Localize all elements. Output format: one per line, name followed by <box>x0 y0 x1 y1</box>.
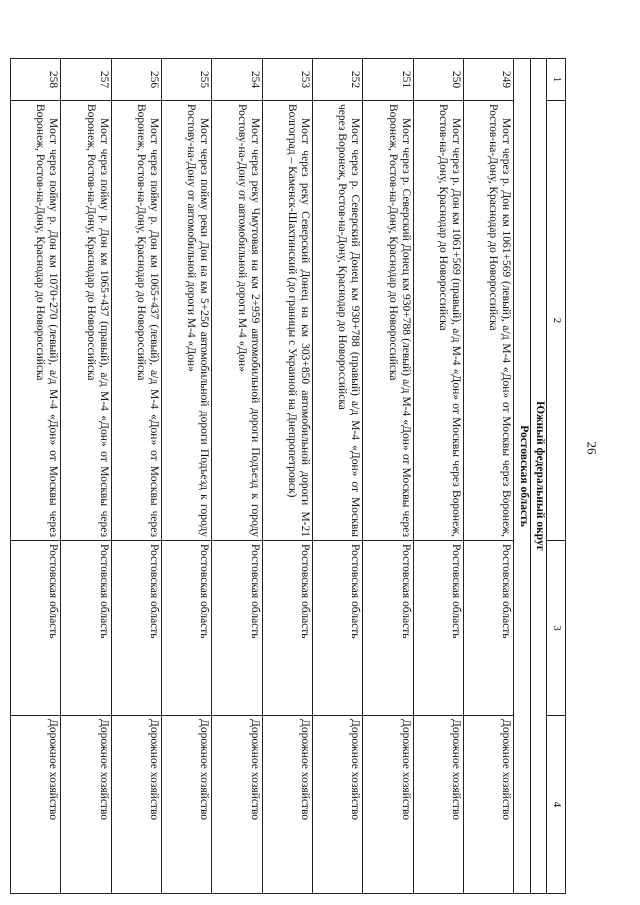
row-owner: Дорожное хозяйство <box>212 716 262 894</box>
table-row <box>464 59 514 894</box>
region-title: Ростовская область <box>514 59 530 894</box>
row-region: Ростовская область <box>212 541 262 716</box>
row-region: Ростовская область <box>11 541 61 716</box>
column-number: 4 <box>547 716 566 894</box>
table-row <box>313 59 363 894</box>
row-description: Мост через пойму р. Дон км 1065+437 (левый), а/д М-4 «Дон» от Москвы через Воронеж, Ростов-на-Дону, Краснодар до Новороссийска <box>111 101 161 541</box>
row-owner: Дорожное хозяйство <box>363 716 413 894</box>
section-row <box>530 59 546 894</box>
row-region: Ростовская область <box>262 541 312 716</box>
table-row <box>262 59 312 894</box>
row-number: 255 <box>162 59 212 101</box>
section-title: Южный федеральный округ <box>530 59 546 894</box>
table-row <box>413 59 463 894</box>
row-region: Ростовская область <box>464 541 514 716</box>
row-description: Мост через пойму реки Дон на км 5+250 автомобильной дороги Подъезд к городу Ростову-на-Дону от автомобильной дороги М-4 «Дон» <box>162 101 212 541</box>
row-description: Мост через пойму р. Дон км 1070+270 (левый), а/д М-4 «Дон» от Москвы через Воронеж, Ростов-на-Дону, Краснодар до Новороссийска <box>11 101 61 541</box>
row-number: 250 <box>413 59 463 101</box>
bridges-table <box>10 58 566 894</box>
row-number: 252 <box>313 59 363 101</box>
row-number: 249 <box>464 59 514 101</box>
row-number: 257 <box>61 59 111 101</box>
page-number: 26 <box>584 441 600 455</box>
row-description: Мост через реку Северский Донец на км 303+850 автомобильной дороги М-21 Волгоград – Каменск-Шахтинский (до границы с Украиной на Днепропетровск) <box>262 101 312 541</box>
row-description: Мост через реку Чмутовая на км 2+959 автомобильной дороги Подъезд к городу Ростову-на-Дону от автомобильной дороги М-4 «Дон» <box>212 101 262 541</box>
table-row <box>11 59 61 894</box>
row-owner: Дорожное хозяйство <box>111 716 161 894</box>
row-description: Мост через р. Северский Донец км 930+788 (левый) а/д М-4 «Дон» от Москвы через Воронеж, Ростов-на-Дону, Краснодар до Новороссийска <box>363 101 413 541</box>
row-owner: Дорожное хозяйство <box>162 716 212 894</box>
row-description: Мост через пойму р. Дон км 1065+437 (правый), а/д М-4 «Дон» от Москвы через Воронеж, Ростов-на-Дону, Краснодар до Новороссийска <box>61 101 111 541</box>
table-row <box>162 59 212 894</box>
row-region: Ростовская область <box>61 541 111 716</box>
column-number: 3 <box>547 541 566 716</box>
region-row <box>514 59 530 894</box>
row-owner: Дорожное хозяйство <box>464 716 514 894</box>
row-owner: Дорожное хозяйство <box>313 716 363 894</box>
row-description: Мост через р. Дон км 1061+569 (левый), а/д М-4 «Дон» от Москвы через Воронеж, Ростов-на-Дону, Краснодар до Новороссийска <box>464 101 514 541</box>
row-region: Ростовская область <box>363 541 413 716</box>
row-number: 258 <box>11 59 61 101</box>
row-region: Ростовская область <box>413 541 463 716</box>
row-region: Ростовская область <box>313 541 363 716</box>
column-number: 1 <box>547 59 566 101</box>
row-number: 253 <box>262 59 312 101</box>
table-row <box>61 59 111 894</box>
table-row <box>212 59 262 894</box>
row-owner: Дорожное хозяйство <box>61 716 111 894</box>
row-number: 256 <box>111 59 161 101</box>
row-owner: Дорожное хозяйство <box>413 716 463 894</box>
row-description: Мост через р. Северский Донец км 930+788 (правый) а/д М-4 «Дон» от Москвы через Воронеж, Ростов-на-Дону, Краснодар до Новороссийска <box>313 101 363 541</box>
table-row <box>111 59 161 894</box>
row-number: 254 <box>212 59 262 101</box>
row-description: Мост через р. Дон км 1061+569 (правый), а/д М-4 «Дон» от Москвы через Воронеж, Ростов-на-Дону, Краснодар до Новороссийска <box>413 101 463 541</box>
table-row <box>363 59 413 894</box>
row-region: Ростовская область <box>162 541 212 716</box>
column-number-row <box>547 59 566 894</box>
column-number: 2 <box>547 101 566 541</box>
row-region: Ростовская область <box>111 541 161 716</box>
row-owner: Дорожное хозяйство <box>262 716 312 894</box>
row-owner: Дорожное хозяйство <box>11 716 61 894</box>
row-number: 251 <box>363 59 413 101</box>
rotated-table-block <box>10 58 566 893</box>
